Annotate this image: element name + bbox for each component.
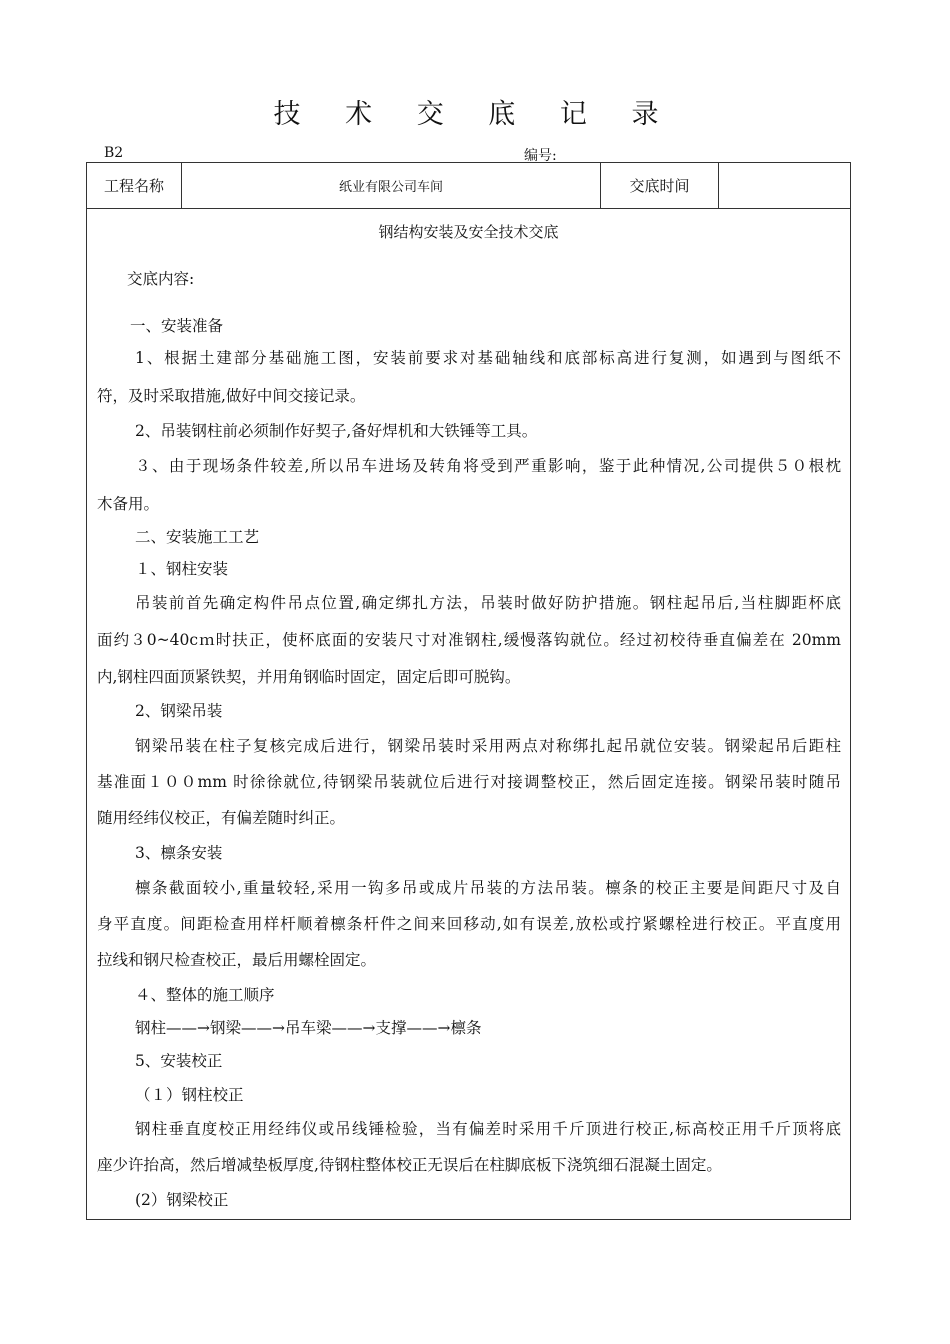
header-row [87,163,850,209]
record-table [86,162,851,1220]
heading-process: 二、安装施工工艺 [135,528,260,546]
heading-beam-hoisting: 2、钢梁吊装 [135,702,223,720]
heading-beam-correction: (2）钢梁校正 [135,1191,229,1209]
paragraph-line: 座少许抬高，然后增减垫板厚度,待钢柱整体校正无误后在柱脚底板下浇筑细石混凝土固定。 [97,1156,722,1174]
heading-column-correction: （１）钢柱校正 [135,1086,244,1104]
paragraph-line: 基准面１００mm 时徐徐就位,待钢梁吊装就位后进行对接调整校正，然后固定连接。钢梁吊装时随吊 [97,773,841,791]
content-label: 交底内容: [127,270,195,288]
paragraph-line: 拉线和钢尺检查校正，最后用螺栓固定。 [97,951,377,969]
project-name-value: 纸业有限公司车间 [182,163,601,208]
project-name-label: 工程名称 [87,163,182,208]
section-title: 钢结构安装及安全技术交底 [378,223,559,241]
paragraph-line: 钢梁吊装在柱子复核完成后进行，钢梁吊装时采用两点对称绑扎起吊就位安装。钢梁起吊后距柱 [135,737,841,755]
paragraph-line: 1、根据土建部分基础施工图，安装前要求对基础轴线和底部标高进行复测，如遇到与图纸不 [135,349,841,367]
paragraph-line: 木备用。 [97,495,160,513]
heading-purlin-install: 3、檩条安装 [135,844,223,862]
paragraph-line: ３、由于现场条件较差,所以吊车进场及转角将受到严重影响，鉴于此种情况,公司提供５０根枕 [135,457,841,475]
heading-construction-sequence: ４、整体的施工顺序 [135,986,275,1004]
paragraph-line: 身平直度。间距检查用样杆顺着檩条杆件之间来回移动,如有误差,放松或拧紧螺栓进行校正。平直度用 [97,915,841,933]
paragraph-line: 面约３0~40cｍ时扶正，使杯底面的安装尺寸对准钢柱,缓慢落钩就位。经过初校待垂直偏差在 20mm [97,631,841,649]
page-title: 技 术 交 底 记 录 [273,99,677,130]
paragraph-line: 内,钢柱四面顶紧铁契，并用角钢临时固定，固定后即可脱钩。 [97,668,521,686]
paragraph-line: 钢柱垂直度校正用经纬仪或吊线锤检验，当有偏差时采用千斤顶进行校正,标高校正用千斤顶将底 [135,1120,841,1138]
heading-preparation: 一、安装准备 [130,317,224,335]
paragraph-line: 檩条截面较小,重量较轻,采用一钩多吊或成片吊装的方法吊装。檩条的校正主要是间距尺寸及自 [135,879,841,897]
document-code: B2 [104,145,124,161]
paragraph-line: 随用经纬仪校正，有偏差随时纠正。 [97,809,346,827]
handover-time-label: 交底时间 [601,163,719,208]
heading-installation-correction: 5、安装校正 [135,1052,223,1070]
heading-column-install: １、钢柱安装 [135,560,229,578]
handover-time-value [719,163,850,208]
paragraph-line: 2、吊装钢柱前必须制作好契子,备好焊机和大铁锤等工具。 [135,422,538,440]
sequence-line: 钢柱——→钢梁——→吊车梁——→支撑——→檩条 [135,1019,482,1037]
paragraph-line: 吊装前首先确定构件吊点位置,确定绑扎方法，吊装时做好防护措施。钢柱起吊后,当柱脚距杯底 [135,594,841,612]
paragraph-line: 符，及时采取措施,做好中间交接记录。 [97,387,366,405]
number-label: 编号: [524,148,557,164]
